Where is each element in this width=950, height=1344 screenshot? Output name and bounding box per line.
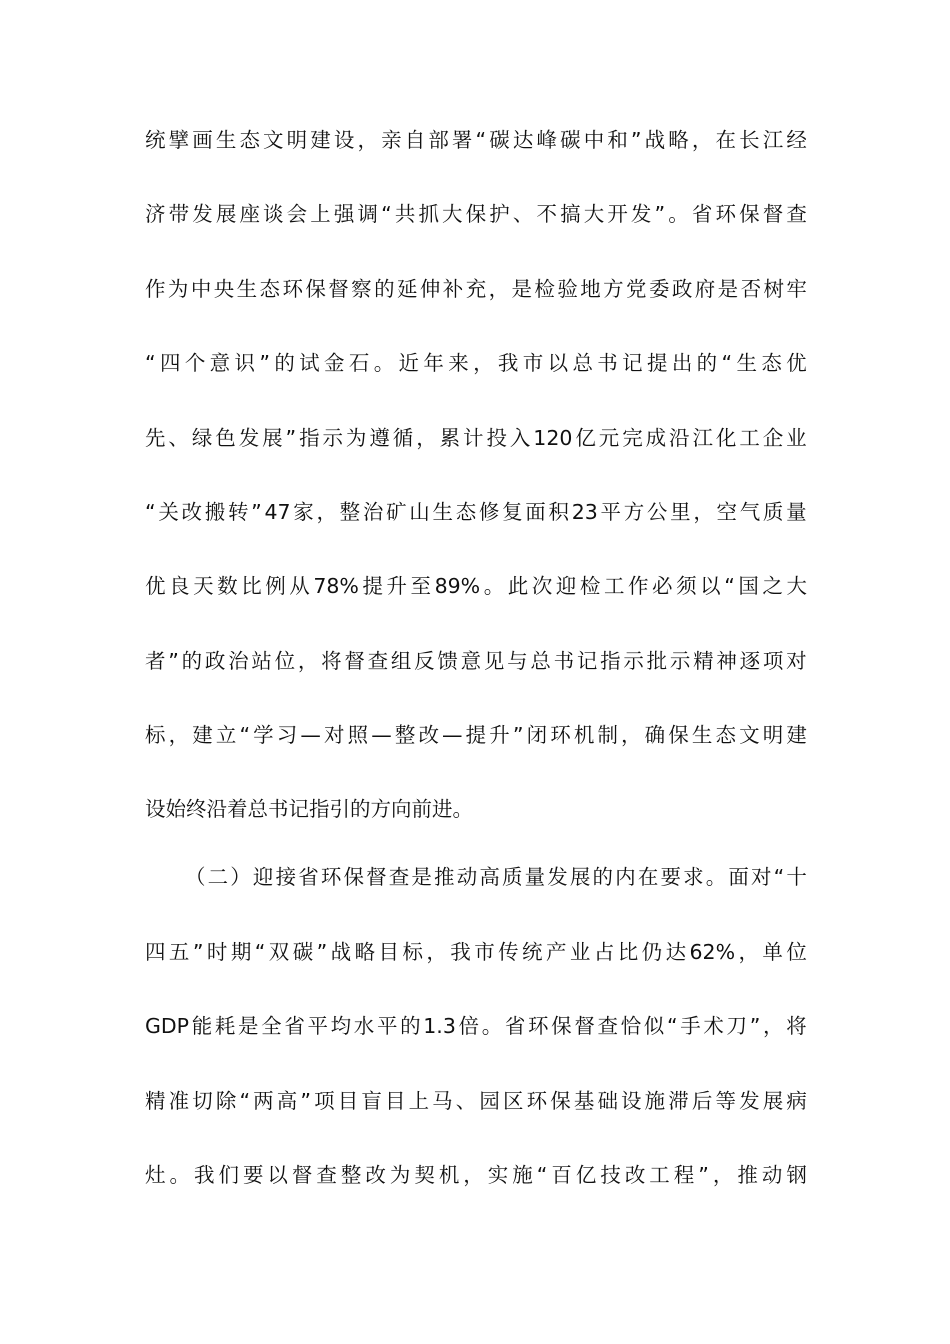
paragraph-line: “ 关 改 搬 转 ” 47 家 ， 整 治 矿 山 生 态 修 复 面 积 23 平 方 公 里 ， 空 气 质 量 (145, 500, 807, 524)
paragraph-line: 优 良 天 数 比 例 从 78% 提 升 至 89% 。 此 次 迎 检 工 作 必 须 以 “ 国 之 大 (145, 574, 807, 598)
paragraph-line: 标 ， 建 立 “ 学 习 — 对 照 — 整 改 — 提 升 ” 闭 环 机 制 ， 确 保 生 态 文 明 建 (145, 723, 807, 747)
paragraph-line: GDP 能 耗 是 全 省 平 均 水 平 的 1.3 倍 。 省 环 保 督 查 恰 似 “ 手 术 刀 ” ， 将 (145, 1014, 807, 1038)
paragraph-line: 者 ” 的 政 治 站 位 ， 将 督 查 组 反 馈 意 见 与 总 书 记 指 示 批 示 精 神 逐 项 对 (145, 649, 807, 673)
paragraph-line: 四 五 ” 时 期 “ 双 碳 ” 战 略 目 标 ， 我 市 传 统 产 业 占 比 仍 达 62% ， 单 位 (145, 940, 807, 964)
paragraph-line: 灶 。 我 们 要 以 督 查 整 改 为 契 机 ， 实 施 “ 百 亿 技 改 工 程 ” ， 推 动 钢 (145, 1163, 807, 1187)
paragraph-line: （ 二 ） 迎 接 省 环 保 督 查 是 推 动 高 质 量 发 展 的 内 在 要 求 。 面 对 “ 十 (185, 865, 807, 889)
paragraph-line: 精 准 切 除 “ 两 高 ” 项 目 盲 目 上 马 、 园 区 环 保 基 础 设 施 滞 后 等 发 展 病 (145, 1089, 807, 1113)
paragraph-line: 先 、 绿 色 发 展 ” 指 示 为 遵 循 ， 累 计 投 入 120 亿 元 完 成 沿 江 化 工 企 业 (145, 426, 807, 450)
paragraph-line: 作 为 中 央 生 态 环 保 督 察 的 延 伸 补 充 ， 是 检 验 地 方 党 委 政 府 是 否 树 牢 (145, 277, 807, 301)
paragraph-line: “ 四 个 意 识 ” 的 试 金 石 。 近 年 来 ， 我 市 以 总 书 记 提 出 的 “ 生 态 优 (145, 351, 807, 375)
paragraph-line: 统 擘 画 生 态 文 明 建 设 ， 亲 自 部 署 “ 碳 达 峰 碳 中 和 ” 战 略 ， 在 长 江 经 (145, 128, 807, 152)
paragraph-line: 济 带 发 展 座 谈 会 上 强 调 “ 共 抓 大 保 护 、 不 搞 大 开 发 ” 。 省 环 保 督 查 (145, 202, 807, 226)
paragraph-line: 设始终沿着总书记指引的方向前进。 (145, 797, 473, 821)
